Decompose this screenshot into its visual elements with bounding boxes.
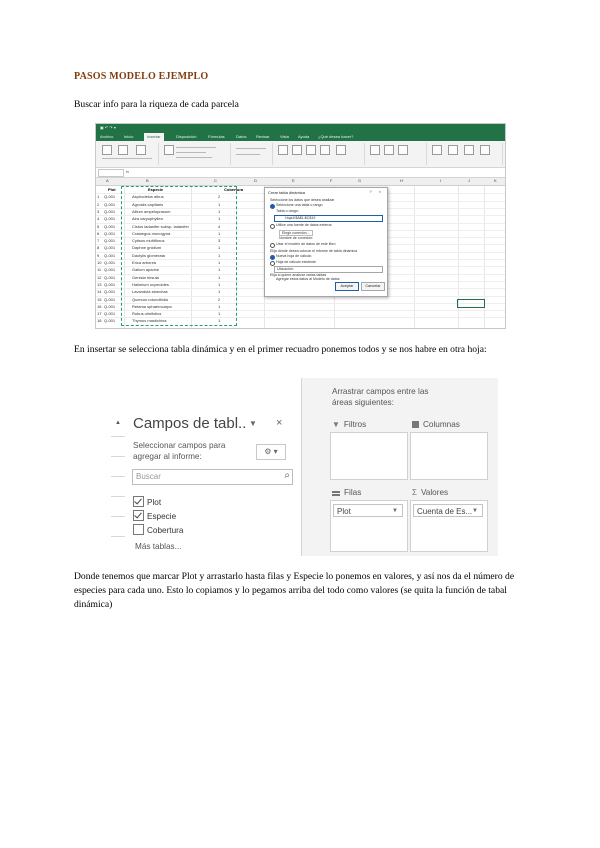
gear-icon[interactable]: ⚙ ▾ — [256, 444, 286, 460]
table-cell[interactable]: Galium aparine — [132, 267, 160, 273]
range-input[interactable] — [274, 215, 383, 222]
table-icon[interactable] — [136, 145, 146, 155]
search-input[interactable] — [132, 469, 293, 485]
row-number[interactable]: 2 — [97, 201, 100, 207]
table-cell[interactable]: Retama sphaerocarpa — [132, 303, 172, 309]
connection-name-label: Nombre de conexión: — [279, 236, 314, 240]
ribbon-tabs — [96, 133, 505, 141]
columns-area-label — [412, 420, 460, 429]
table-cell[interactable]: Q-001 — [104, 208, 116, 214]
table-cell[interactable]: 1 — [218, 216, 221, 222]
table-cell[interactable]: 1 — [218, 267, 221, 273]
ribbon-label-line — [236, 154, 260, 155]
sparkline-icon[interactable] — [370, 145, 380, 155]
field-label-cobertura: Cobertura — [147, 526, 184, 535]
filters-label: Filtros — [343, 420, 367, 429]
values-field-count[interactable] — [413, 504, 483, 517]
table-cell[interactable]: Daphne gnidium — [132, 245, 162, 251]
row-number[interactable]: 6 — [97, 230, 100, 236]
table-cell[interactable]: 1 — [218, 252, 221, 258]
table-cell[interactable]: Q-001 — [104, 260, 116, 265]
col-header[interactable]: I — [440, 178, 442, 183]
col-header[interactable]: A — [106, 178, 109, 183]
table-cell[interactable]: 1 — [218, 303, 221, 309]
radio-existing-sheet-label: Hoja de cálculo existente — [276, 260, 316, 264]
row-number[interactable]: 17 — [97, 311, 102, 317]
table-cell[interactable]: Q-001 — [104, 311, 116, 317]
row-number[interactable]: 18 — [97, 318, 102, 324]
search-placeholder: Buscar — [136, 472, 161, 481]
pivot-table-icon[interactable] — [102, 145, 112, 155]
values-field-label: Cuenta de Es... — [417, 507, 473, 516]
ribbon-group-illustrations — [160, 143, 231, 165]
filters-area-label — [332, 420, 366, 429]
table-cell[interactable]: Q-001 — [104, 281, 116, 287]
excel-title-bar — [96, 124, 505, 133]
radio-new-sheet[interactable] — [270, 255, 275, 260]
radio-table-range-label: Seleccione una tabla o rango — [276, 203, 323, 207]
table-cell[interactable]: Q-001 — [104, 267, 116, 273]
table-cell[interactable]: Q-001 — [104, 230, 116, 236]
col-header[interactable]: B — [146, 178, 149, 183]
table-cell[interactable]: Genista hirsuta — [132, 274, 159, 280]
table-cell[interactable]: 1 — [218, 201, 221, 207]
column-headers — [96, 178, 505, 186]
row-number[interactable]: 1 — [97, 194, 100, 200]
ribbon-group-text — [428, 143, 503, 165]
more-tables-link[interactable]: Más tablas... — [135, 542, 182, 551]
cancel-button[interactable]: Cancelar — [361, 282, 385, 291]
row-number[interactable]: 16 — [97, 303, 102, 309]
choose-connection-button[interactable]: Elegir conexión... — [279, 230, 313, 236]
col-header[interactable]: H — [400, 178, 403, 183]
table-cell[interactable]: Quercus rotundifolia — [132, 296, 168, 302]
table-cell[interactable]: 1 — [218, 274, 221, 280]
table-cell[interactable]: 4 — [218, 223, 221, 229]
rows-area-label — [332, 488, 361, 497]
table-cell[interactable]: 2 — [218, 296, 221, 302]
tab-ayuda[interactable]: Ayuda — [298, 134, 310, 139]
tab-insertar[interactable]: Insertar — [144, 133, 164, 141]
table-cell[interactable]: 1 — [218, 311, 221, 317]
table-cell[interactable]: Dactylis glomerata — [132, 252, 165, 258]
radio-new-sheet-label: Nueva hoja de cálculo — [276, 254, 312, 258]
table-cell[interactable]: Q-001 — [104, 216, 116, 222]
row-line — [111, 536, 125, 537]
field-item-plot[interactable] — [133, 496, 161, 507]
table-cell[interactable]: Crataegus monogyna — [132, 230, 171, 236]
table-cell[interactable]: Q-001 — [104, 201, 116, 207]
table-cell[interactable]: 1 — [218, 281, 221, 287]
table-cell[interactable]: Rubus ulmifolius — [132, 311, 162, 317]
sheet-scroll-edge[interactable] — [111, 408, 126, 556]
row-line — [111, 516, 125, 517]
ribbon-group-sparklines — [366, 143, 427, 165]
filters-drop-area[interactable] — [330, 432, 408, 480]
tab-datos[interactable]: Datos — [236, 134, 247, 139]
image-icon[interactable] — [164, 145, 174, 155]
tell-me-search[interactable]: ¿Qué desea hacer? — [318, 134, 354, 139]
table-cell[interactable]: 1 — [218, 208, 221, 214]
radio-external-source[interactable] — [270, 224, 275, 229]
sparkline-icon[interactable] — [398, 145, 408, 155]
paragraph-2: En insertar se selecciona tabla dinámica y en el primer recuadro ponemos todos y se nos habre en otra hoja: — [74, 344, 487, 355]
table-header-cell[interactable]: Plot — [108, 187, 116, 192]
tab-archivo[interactable]: Archivo — [100, 134, 114, 139]
symbol-icon[interactable] — [464, 145, 474, 155]
rows-field-plot[interactable] — [333, 504, 403, 517]
columns-drop-area[interactable] — [410, 432, 488, 480]
ribbon — [96, 141, 505, 168]
search-icon: ⌕ — [284, 470, 290, 481]
field-item-especie[interactable] — [133, 510, 176, 521]
rows-label: Filas — [344, 488, 362, 497]
table-cell[interactable]: 1 — [218, 245, 221, 251]
ribbon-label-line — [102, 158, 152, 159]
ribbon-label-line — [236, 148, 266, 149]
table-cell[interactable]: Q-001 — [104, 318, 116, 324]
table-cell[interactable]: 1 — [218, 318, 221, 324]
radio-external-label: Utilice una fuente de datos externa — [276, 223, 332, 227]
dialog-title: Crear tabla dinámica — [268, 190, 305, 195]
ribbon-label-line — [176, 157, 212, 158]
table-cell[interactable]: Q-001 — [104, 223, 116, 229]
ribbon-group-addins — [232, 143, 273, 165]
table-cell[interactable]: 1 — [218, 260, 221, 265]
values-area-label — [412, 488, 448, 497]
row-line — [111, 476, 125, 477]
columns-label: Columnas — [423, 420, 460, 429]
field-label-plot: Plot — [147, 498, 162, 507]
radio-data-model[interactable] — [270, 243, 275, 248]
tab-inicio[interactable]: Inicio — [124, 134, 134, 139]
tab-formulas[interactable]: Fórmulas — [208, 134, 225, 139]
rows-icon — [332, 491, 340, 493]
tab-vista[interactable]: Vista — [280, 134, 289, 139]
row-number[interactable]: 5 — [97, 223, 100, 229]
pivot-chart-icon[interactable] — [336, 145, 346, 155]
row-line — [111, 456, 125, 457]
table-cell[interactable]: Q-001 — [104, 296, 116, 302]
row-number[interactable]: 7 — [97, 238, 100, 244]
col-header[interactable]: K — [494, 178, 497, 183]
title-dropdown-icon[interactable]: ▼ — [249, 419, 257, 428]
chevron-down-icon[interactable]: ▼ — [472, 508, 478, 514]
sigma-icon: Σ — [412, 488, 417, 497]
table-cell[interactable]: 3 — [218, 238, 221, 244]
table-cell[interactable]: Erica arborea — [132, 260, 157, 265]
col-header[interactable]: C — [214, 178, 217, 183]
ribbon-label-line — [176, 152, 206, 153]
table-cell[interactable]: Halimium ocymoides — [132, 281, 169, 287]
ribbon-group-charts — [274, 143, 365, 165]
dialog-section-source: Seleccione los datos que desea analizar — [270, 198, 335, 202]
row-number[interactable]: 3 — [97, 208, 100, 214]
row-number[interactable]: 9 — [97, 252, 100, 258]
field-label-especie: Especie — [147, 512, 177, 521]
tab-disposicion[interactable]: Disposición — [176, 134, 197, 139]
ok-button[interactable]: Aceptar — [335, 282, 359, 291]
table-cell[interactable]: Asphodelus albus — [132, 194, 164, 200]
row-number[interactable]: 4 — [97, 216, 100, 222]
table-cell[interactable]: 1 — [218, 289, 221, 295]
row-number[interactable]: 11 — [97, 267, 102, 273]
range-value: Hoja1!$A$1:$C$19 — [285, 216, 316, 220]
field-item-cobertura[interactable] — [133, 524, 183, 535]
table-cell[interactable]: Q-001 — [104, 289, 116, 295]
scroll-up-icon[interactable]: ▲ — [115, 420, 121, 426]
col-header[interactable]: E — [292, 178, 295, 183]
table-header-cell[interactable]: Especie — [148, 187, 164, 192]
checkbox-cobertura[interactable] — [133, 524, 144, 535]
copy-selection-border — [121, 186, 237, 326]
table-cell[interactable]: Allium ampeloprasum — [132, 208, 171, 214]
chevron-down-icon[interactable]: ▼ — [392, 508, 398, 514]
table-cell[interactable]: Cytisus multiflorus — [132, 238, 165, 244]
table-header-cell[interactable]: Cobertura — [224, 187, 244, 192]
areas-instruction: Arrastrar campos entre las áreas siguientes: — [332, 387, 429, 407]
pivot-left-pane — [111, 378, 297, 556]
table-cell[interactable]: Cistus ladanifer subsp. ladanifer — [132, 223, 189, 229]
paragraph-3: Donde tenemos que marcar Plot y arrastarlo hasta filas y Especie lo ponemos en valores, y así nos da el número de especies para cada uno. Esto lo copiamos y lo pegamos arriba del todo como valores (se quita la función de tabal dinámica) — [74, 571, 515, 610]
table-cell[interactable]: 2 — [218, 194, 221, 200]
paragraph-1: Buscar info para la riqueza de cada parcela — [74, 99, 239, 110]
columns-icon — [412, 421, 419, 428]
row-number[interactable]: 13 — [97, 281, 102, 287]
textbox-icon[interactable] — [448, 145, 458, 155]
row-line — [111, 436, 125, 437]
row-number[interactable]: 12 — [97, 274, 102, 280]
table-cell[interactable]: Q-001 — [104, 274, 116, 280]
table-cell[interactable]: 1 — [218, 230, 221, 236]
field-list-title: Campos de tabl.. — [133, 415, 247, 432]
table-cell[interactable]: Q-001 — [104, 245, 116, 251]
table-cell[interactable]: Aira caryophyllea — [132, 216, 163, 222]
recommended-pivot-icon[interactable] — [118, 145, 128, 155]
pivot-areas-pane — [301, 378, 498, 556]
col-header[interactable]: D — [254, 178, 257, 183]
row-number[interactable]: 10 — [97, 260, 102, 265]
col-header[interactable]: F — [330, 178, 333, 183]
values-label: Valores — [420, 488, 449, 497]
excel-screenshot — [95, 123, 506, 329]
chart-icon[interactable] — [306, 145, 316, 155]
col-header[interactable]: J — [468, 178, 470, 183]
location-input[interactable] — [274, 266, 383, 273]
filter-icon: ▼ — [332, 420, 340, 429]
row-number[interactable]: 15 — [97, 296, 102, 302]
radio-data-model-label: Usar el modelo de datos de este libro — [276, 242, 336, 246]
row-number[interactable]: 8 — [97, 245, 100, 251]
link-icon[interactable] — [432, 145, 442, 155]
location-label: Ubicación: — [277, 267, 294, 271]
row-line — [111, 496, 125, 497]
sparkline-icon[interactable] — [384, 145, 394, 155]
create-pivot-dialog — [264, 187, 388, 297]
active-cell[interactable] — [457, 299, 485, 308]
fx-label: fx — [126, 169, 130, 174]
chart-icon[interactable] — [278, 145, 288, 155]
ribbon-group-tables — [98, 143, 159, 165]
row-number[interactable]: 14 — [97, 289, 102, 295]
omega-icon[interactable] — [480, 145, 490, 155]
checkbox-plot[interactable] — [133, 496, 144, 507]
checkbox-especie[interactable] — [133, 510, 144, 521]
pivot-field-list — [125, 408, 297, 556]
map-icon[interactable] — [320, 145, 330, 155]
table-cell[interactable]: Thymus mastichina — [132, 318, 167, 324]
table-cell[interactable]: Lavandula stoechas — [132, 289, 168, 295]
table-cell[interactable]: Q-001 — [104, 194, 116, 200]
add-to-data-model-label: Agregar estos datos al Modelo de datos — [276, 277, 340, 281]
close-icon[interactable]: × — [276, 417, 283, 429]
ribbon-label-line — [176, 147, 216, 148]
tab-revisar[interactable]: Revisar — [256, 134, 270, 139]
quick-access-icons: ▣ ↶ ↷ ▾ — [100, 125, 116, 130]
dialog-section-multiple: Elija si quiere analizar varias tablas — [270, 273, 327, 277]
rows-drop-area[interactable] — [330, 500, 408, 552]
chart-icon[interactable] — [292, 145, 302, 155]
radio-table-range[interactable] — [270, 204, 275, 209]
col-header[interactable]: G — [358, 178, 362, 183]
formula-bar — [96, 168, 505, 178]
table-cell[interactable]: Q-001 — [104, 303, 116, 309]
dialog-section-location: Elija dónde desea colocar el informe de tabla dinámica — [270, 249, 358, 253]
range-label: Tabla o rango: — [276, 209, 299, 213]
name-box[interactable] — [98, 169, 124, 177]
field-list-subtitle: Seleccionar campos para agregar al informe: — [133, 441, 226, 461]
table-cell[interactable]: Agrostis capillaris — [132, 201, 164, 207]
dialog-controls[interactable]: ? × — [369, 189, 384, 194]
values-drop-area[interactable] — [410, 500, 488, 552]
table-cell[interactable]: Q-001 — [104, 238, 116, 244]
section-heading: PASOS MODELO EJEMPLO — [74, 71, 209, 82]
rows-field-label: Plot — [337, 507, 351, 516]
pivot-fields-screenshot — [111, 378, 497, 556]
table-cell[interactable]: Q-001 — [104, 252, 116, 258]
